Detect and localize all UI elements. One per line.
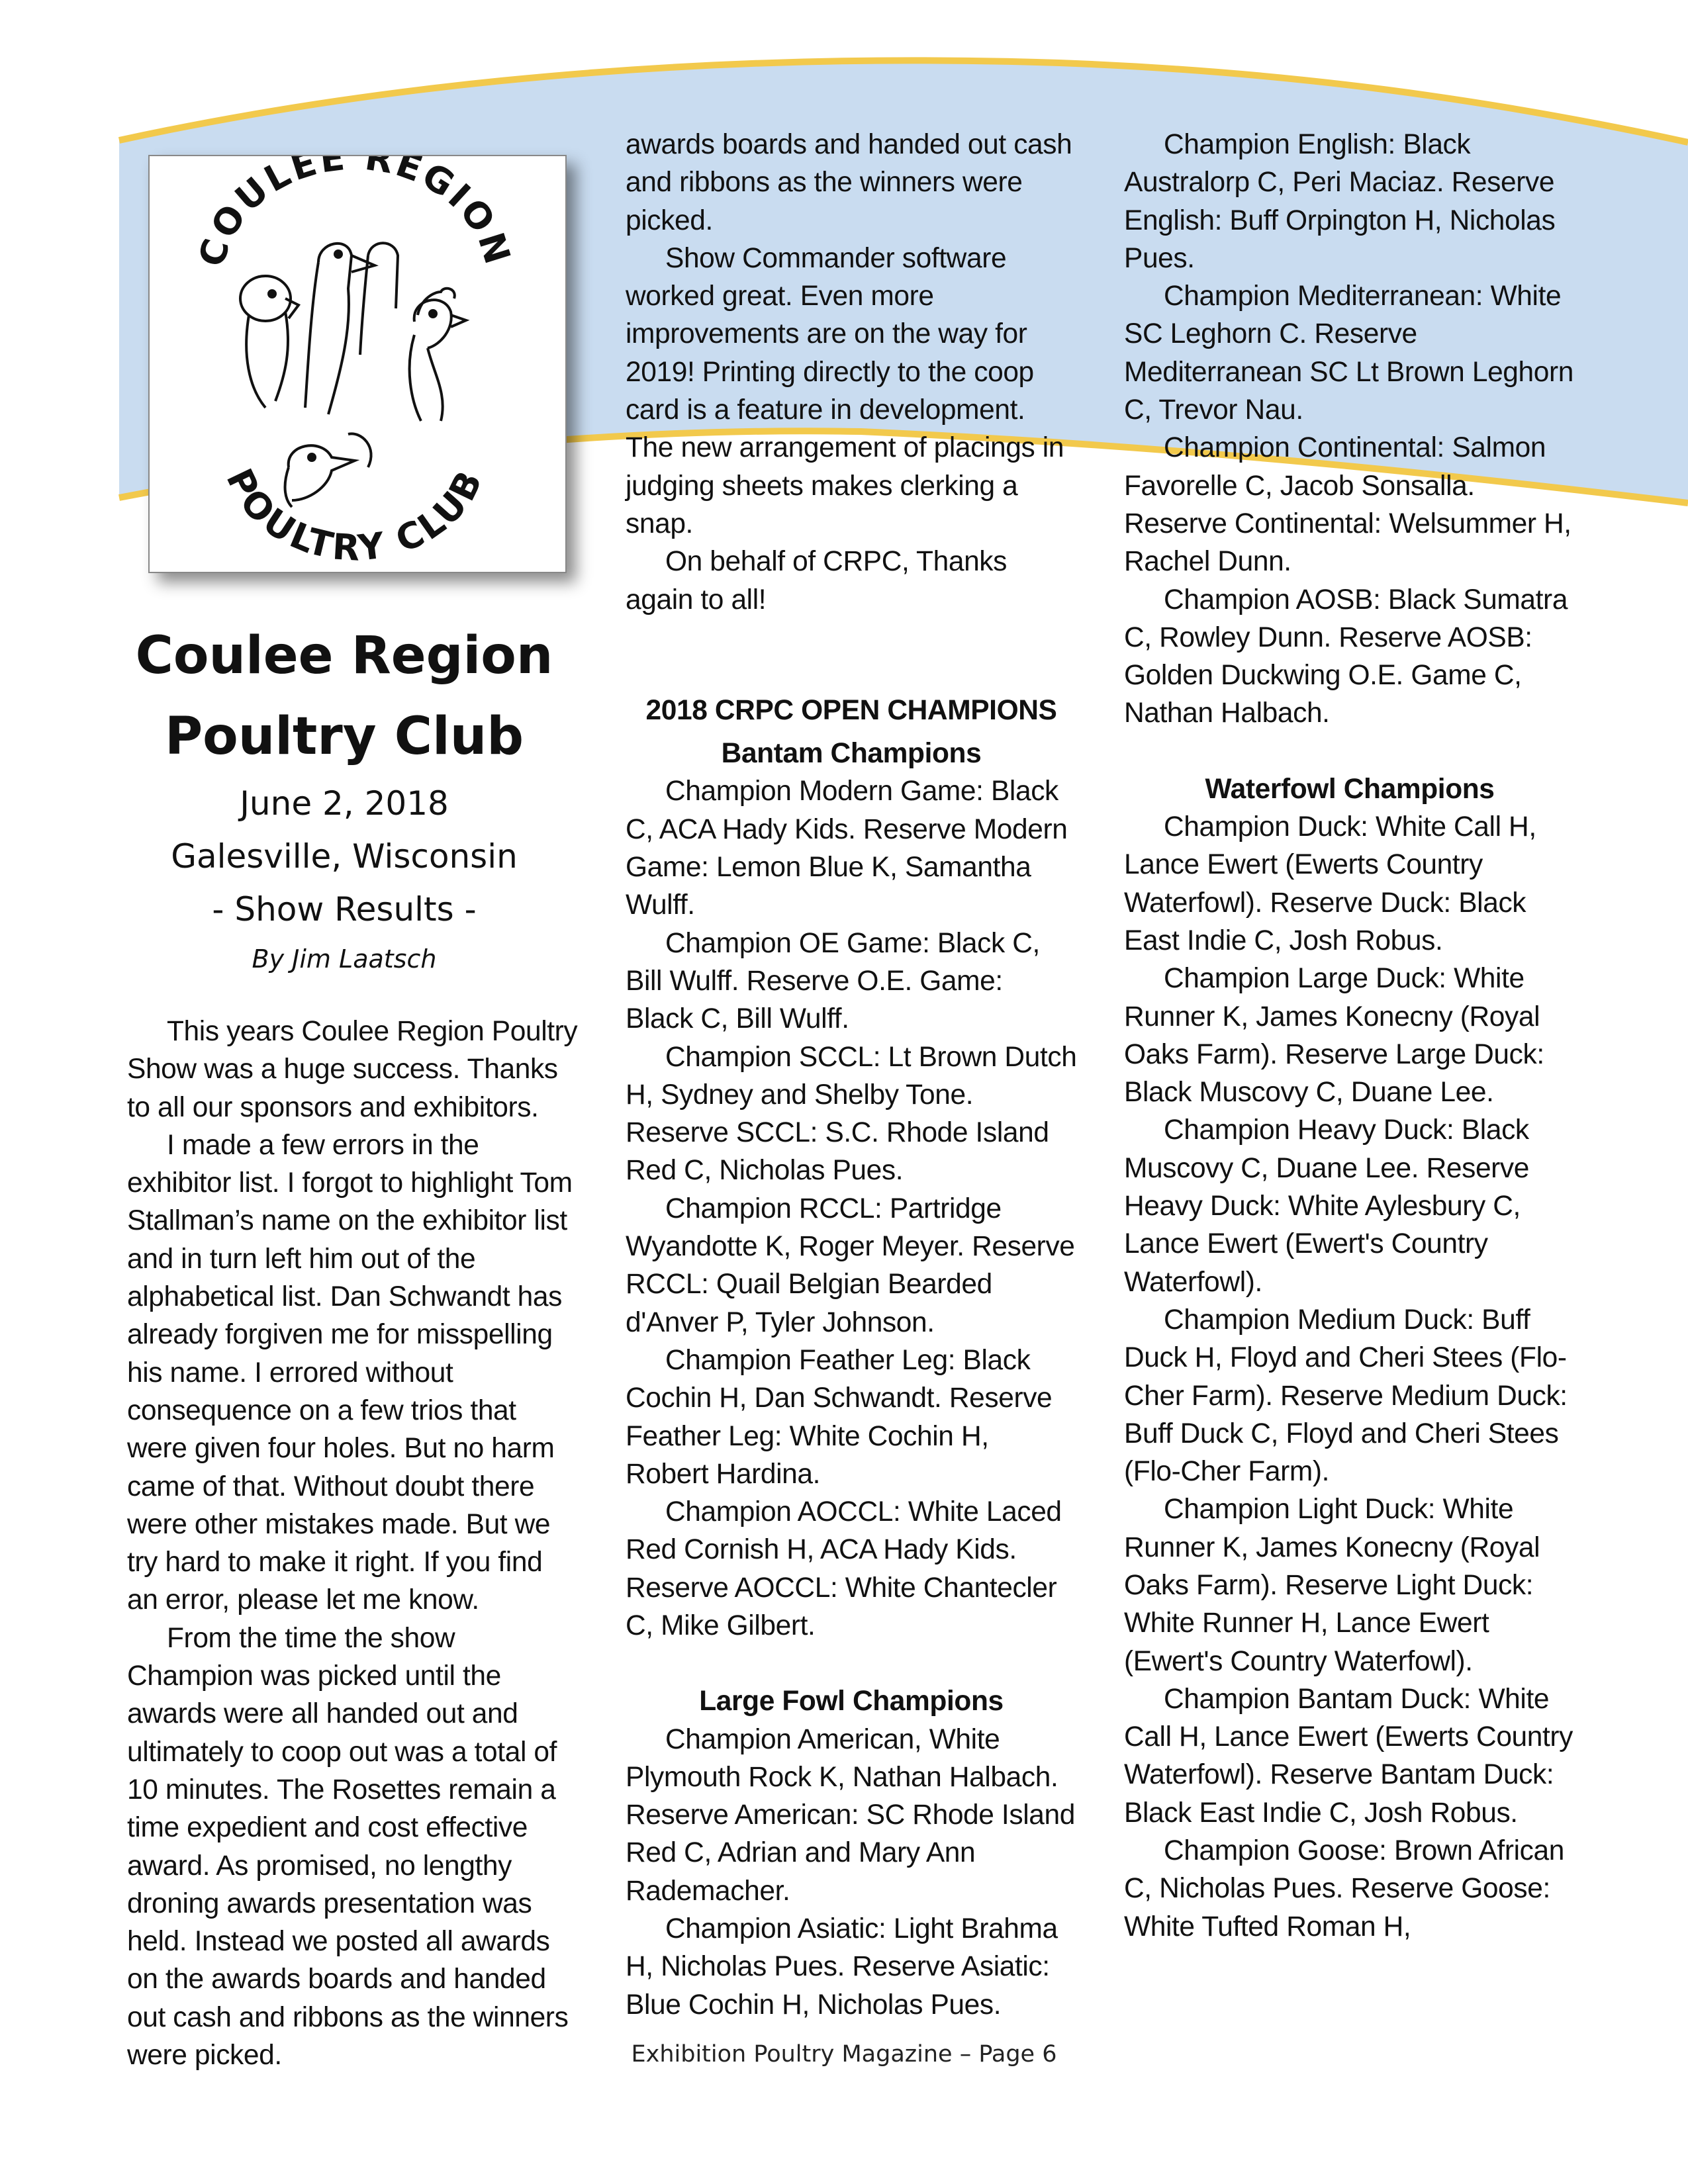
champion-entry: Champion Medium Duck: Buff Duck H, Floyd and Cheri Stees (Flo-Cher Farm). Reserve Medium Duck: Buff Duck C, Floyd and Cheri Stees (Flo-Cher Farm). [1124, 1304, 1568, 1488]
svg-text:POULTRY CLUB [218, 462, 492, 569]
svg-text:COULEE REGION [191, 156, 520, 271]
champions-heading: 2018 CRPC OPEN CHAMPIONS [645, 694, 1057, 726]
champion-entry: Champion English: Black Australorp C, Peri Maciaz. Reserve English: Buff Orpington H, Nicholas Pues. [1124, 129, 1556, 274]
champion-entry: Champion Goose: Brown African C, Nicholas Pues. Reserve Goose: White Tufted Roman H, [1124, 1835, 1564, 1942]
champion-entry: Champion Large Duck: White Runner K, James Konecny (Royal Oaks Farm). Reserve Large Duck: Black Muscovy C, Duane Lee. [1124, 963, 1544, 1109]
champion-entry: Champion Bantam Duck: White Call H, Lance Ewert (Ewerts Country Waterfowl). Reserve Bantam Duck: Black East Indie C, Josh Robus. [1124, 1683, 1573, 1829]
article-paragraph-continued: awards boards and handed out cash and ribbons as the winners were picked. [626, 129, 1072, 236]
article-paragraph: From the time the show Champion was picked until the awards were all handed out and ultimately to coop out was a total of 10 minutes. The Rosettes remain a time expedient and cost effective award. As promised, no lengthy droning awards presentation was held. Instead we posted all awards on the awards boards and handed out cash and ribbons as the winners were picked. [127, 1622, 569, 2071]
champion-entry: Champion Mediterranean: White SC Leghorn C. Reserve Mediterranean SC Lt Brown Leghorn C, Trevor Nau. [1124, 281, 1574, 426]
champion-entry: Champion AOSB: Black Sumatra C, Rowley Dunn. Reserve AOSB: Golden Duckwing O.E. Game C, Nathan Halbach. [1124, 584, 1568, 729]
article-paragraph: On behalf of CRPC, Thanks again to all! [626, 546, 1007, 615]
waterfowl-champions-heading: Waterfowl Champions [1205, 773, 1495, 805]
logo-top-text: COULEE REGION [190, 156, 520, 271]
champion-entry: Champion Feather Leg: Black Cochin H, Dan Schwandt. Reserve Feather Leg: White Cochin H, Robert Hardina. [626, 1344, 1053, 1490]
page-title-line-1: Coulee Region [135, 626, 553, 686]
champion-entry: Champion Modern Game: Black C, ACA Hady Kids. Reserve Modern Game: Lemon Blue K, Samantha Wulff. [626, 776, 1068, 921]
champion-entry: Champion Heavy Duck: Black Muscovy C, Duane Lee. Reserve Heavy Duck: White Aylesbury C, Lance Ewert (Ewert's Country Waterfowl). [1124, 1115, 1530, 1298]
poultry-heads-icon [240, 243, 466, 507]
article-paragraph: This years Coulee Region Poultry Show was a huge success. Thanks to all our sponsors and exhibitors. [127, 1016, 578, 1123]
article-column-2 [626, 126, 1077, 2024]
champion-entry: Champion Continental: Salmon Favorelle C, Jacob Sonsalla. Reserve Continental: Welsummer H, Rachel Dunn. [1124, 432, 1571, 578]
event-location: Galesville, Wisconsin [171, 837, 518, 876]
champion-entry: Champion AOCCL: White Laced Red Cornish H, ACA Hady Kids. Reserve AOCCL: White Chantecler C, Mike Gilbert. [626, 1496, 1062, 1641]
champion-entry: Champion Asiatic: Light Brahma H, Nicholas Pues. Reserve Asiatic: Blue Cochin H, Nicholas Pues. [626, 1913, 1058, 2021]
champion-entry: Champion SCCL: Lt Brown Dutch H, Sydney and Shelby Tone. Reserve SCCL: S.C. Rhode Island Red C, Nicholas Pues. [626, 1041, 1077, 1187]
event-date: June 2, 2018 [240, 784, 449, 823]
logo-bottom-text: POULTRY CLUB [218, 462, 492, 569]
section-label: - Show Results - [212, 890, 477, 929]
champion-entry: Champion OE Game: Black C, Bill Wulff. Reserve O.E. Game: Black C, Bill Wulff. [626, 927, 1040, 1035]
article-paragraph: Show Commander software worked great. Even more improvements are on the way for 2019! Printing directly to the coop card is a feature in development. The new arrangement of placings in judging sheets makes clerking a snap. [626, 242, 1064, 539]
champion-entry: Champion Duck: White Call H, Lance Ewert (Ewerts Country Waterfowl). Reserve Duck: Black East Indie C, Josh Robus. [1124, 811, 1536, 956]
page-title-line-2: Poultry Club [164, 707, 524, 766]
author-byline: By Jim Laatsch [252, 944, 437, 974]
page-footer: Exhibition Poultry Magazine – Page 6 [631, 2041, 1057, 2068]
article-column-3 [1124, 126, 1575, 1946]
large-fowl-champions-heading: Large Fowl Champions [699, 1686, 1004, 1717]
champion-entry: Champion Light Duck: White Runner K, James Konecny (Royal Oaks Farm). Reserve Light Duck: White Runner H, Lance Ewert (Ewert's Country Waterfowl). [1124, 1494, 1540, 1677]
title-block [119, 615, 569, 982]
article-paragraph: I made a few errors in the exhibitor list. I forgot to highlight Tom Stallman’s name on the exhibitor list and in turn left him out of the alphabetical list. Dan Schwandt has already forgiven me for misspelling his name. I errored without consequence on a few trios that were given four holes. But no harm came of that. Without doubt there were other mistakes made. But we try hard to make it right. If you find an error, please let me know. [127, 1129, 573, 1616]
champion-entry: Champion American, White Plymouth Rock K, Nathan Halbach. Reserve American: SC Rhode Island Red C, Adrian and Mary Ann Rademacher. [626, 1723, 1075, 1907]
club-logo-graphic [150, 156, 565, 572]
bantam-champions-heading: Bantam Champions [721, 738, 982, 770]
champion-entry: Champion RCCL: Partridge Wyandotte K, Roger Meyer. Reserve RCCL: Quail Belgian Bearded d'Anver P, Tyler Johnson. [626, 1193, 1075, 1338]
article-column-1 [127, 1013, 579, 2073]
club-logo [148, 155, 567, 573]
